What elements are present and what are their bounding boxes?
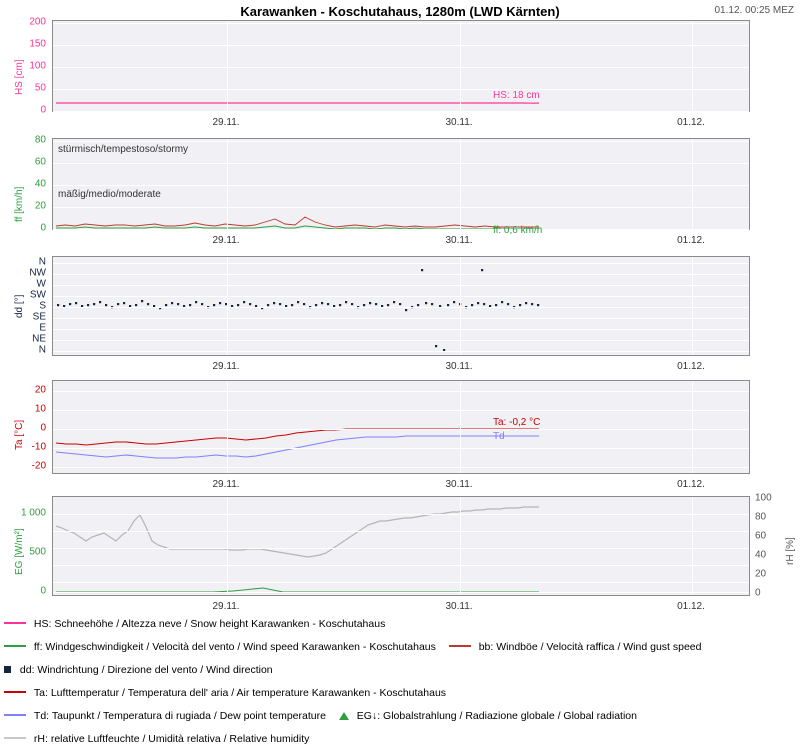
axis-label-hs: HS [cm] xyxy=(14,59,25,95)
ytick-dd-6: E xyxy=(39,322,46,334)
legend-swatch-rh xyxy=(4,737,26,739)
ytick-ff-80: 80 xyxy=(34,134,46,146)
ytick-hs-0: 0 xyxy=(40,104,46,116)
ytick-eg-500: 500 xyxy=(29,546,46,558)
plot-wind-direction xyxy=(52,256,750,356)
ytick-dd-3: SW xyxy=(29,289,46,301)
ytick-dd-5: SE xyxy=(32,311,46,323)
legend-item-td xyxy=(4,710,326,722)
annotation-td: Td xyxy=(493,431,505,442)
xtick-hs-1: 29.11. xyxy=(212,117,240,128)
ytick-rh-40: 40 xyxy=(755,549,767,561)
legend-row-ta xyxy=(4,687,456,699)
page-title: Karawanken - Koschutahaus, 1280m (LWD Kärnten) xyxy=(240,4,560,19)
legend-label-dd: dd: Windrichtung / Direzione del vento / Wind direction xyxy=(19,664,273,677)
legend-item-hs xyxy=(4,618,385,630)
legend-swatch-td xyxy=(4,714,26,716)
ytick-dd-1: NW xyxy=(29,267,46,279)
ytick-ff-60: 60 xyxy=(34,156,46,168)
xtick-eg-2: 30.11. xyxy=(445,601,473,612)
legend-swatch-eg xyxy=(339,712,349,720)
ytick-ta-0: 0 xyxy=(40,422,46,434)
xtick-dd-3: 01.12. xyxy=(677,361,705,372)
legend-row-wind xyxy=(4,641,712,653)
xtick-ta-1: 29.11. xyxy=(212,479,240,490)
xtick-ff-3: 01.12. xyxy=(677,235,705,246)
xtick-hs-3: 01.12. xyxy=(677,117,705,128)
xtick-dd-1: 29.11. xyxy=(212,361,240,372)
ytick-hs-200: 200 xyxy=(29,16,46,28)
ytick-rh-20: 20 xyxy=(755,568,767,580)
annotation-ff: ff: 0,6 km/h xyxy=(493,225,543,236)
plot-radiation-humidity xyxy=(52,496,750,596)
xtick-ta-2: 30.11. xyxy=(445,479,473,490)
legend-label-ta: Ta: Lufttemperatur / Temperatura dell' aria / Air temperature Karawanken - Koschutahaus xyxy=(33,687,447,700)
plot-snow-height xyxy=(52,20,750,112)
legend-label-ff: ff: Windgeschwindigkeit / Velocità del vento / Wind speed Karawanken - Koschutahaus xyxy=(33,641,436,654)
annotation-hs: HS: 18 cm xyxy=(493,90,540,101)
xtick-hs-2: 30.11. xyxy=(445,117,473,128)
axis-label-rh: rH [%] xyxy=(785,537,796,565)
ytick-dd-7: NE xyxy=(32,333,46,345)
ytick-eg-1000: 1 000 xyxy=(20,507,46,519)
ytick-dd-2: W xyxy=(36,278,46,290)
ytick-ff-40: 40 xyxy=(34,178,46,190)
legend-swatch-bb xyxy=(449,645,471,647)
ytick-ta-10: 10 xyxy=(34,403,46,415)
xtick-ff-1: 29.11. xyxy=(212,235,240,246)
ytick-dd-8: N xyxy=(38,344,46,356)
ytick-rh-80: 80 xyxy=(755,511,767,523)
legend-row-dd xyxy=(4,664,283,676)
legend-swatch-dd xyxy=(4,666,11,673)
plot-wind-speed xyxy=(52,138,750,236)
axis-label-eg: EG [W/m²] xyxy=(14,528,25,575)
ytick-hs-100: 100 xyxy=(29,60,46,72)
legend-label-td: Td: Taupunkt / Temperatura di rugiada / Dew point temperature xyxy=(33,710,326,723)
ytick-ff-0: 0 xyxy=(40,222,46,234)
ytick-ta-m20: -20 xyxy=(31,460,46,472)
axis-label-ta: Ta [°C] xyxy=(14,419,25,450)
label-moderate: mäßig/medio/moderate xyxy=(58,189,161,200)
xtick-dd-2: 30.11. xyxy=(445,361,473,372)
annotation-ta: Ta: -0,2 °C xyxy=(493,417,541,428)
ytick-dd-0: N xyxy=(38,256,46,268)
legend-swatch-ff xyxy=(4,645,26,647)
plot-temperature xyxy=(52,380,750,474)
legend-item-ff xyxy=(4,641,436,653)
legend-row-rh xyxy=(4,733,319,745)
legend-item-dd xyxy=(4,664,273,676)
xtick-ff-2: 30.11. xyxy=(445,235,473,246)
label-stormy: stürmisch/tempestoso/stormy xyxy=(58,144,189,155)
legend-row-hs xyxy=(4,618,395,630)
ytick-rh-60: 60 xyxy=(755,530,767,542)
legend-item-ta xyxy=(4,687,446,699)
ytick-rh-100: 100 xyxy=(755,492,772,504)
legend-label-hs: HS: Schneehöhe / Altezza neve / Snow height Karawanken - Koschutahaus xyxy=(33,618,386,631)
legend-row-td xyxy=(4,710,647,722)
timestamp: 01.12. 00:25 MEZ xyxy=(714,5,794,16)
ytick-hs-150: 150 xyxy=(29,38,46,50)
legend-swatch-hs xyxy=(4,622,26,624)
legend-label-bb: bb: Windböe / Velocità raffica / Wind gust speed xyxy=(478,641,702,654)
xtick-ta-3: 01.12. xyxy=(677,479,705,490)
series-temperature xyxy=(53,381,751,475)
axis-label-ff: ff [km/h] xyxy=(14,186,25,222)
ytick-ta-m10: -10 xyxy=(31,441,46,453)
ytick-eg-0: 0 xyxy=(40,585,46,597)
legend-item-rh xyxy=(4,733,309,745)
xtick-eg-1: 29.11. xyxy=(212,601,240,612)
legend-label-eg: EG↓: Globalstrahlung / Radiazione globale / Global radiation xyxy=(356,710,637,723)
ytick-ta-20: 20 xyxy=(34,384,46,396)
legend-swatch-ta xyxy=(4,691,26,693)
legend-item-bb xyxy=(449,641,702,653)
xtick-eg-3: 01.12. xyxy=(677,601,705,612)
legend-item-eg xyxy=(339,710,637,722)
legend-label-rh: rH: relative Luftfeuchte / Umidità relativa / Relative humidity xyxy=(33,733,310,746)
ytick-rh-0: 0 xyxy=(755,587,761,599)
ytick-hs-50: 50 xyxy=(34,82,46,94)
ytick-dd-4: S xyxy=(39,300,46,312)
ytick-ff-20: 20 xyxy=(34,200,46,212)
axis-label-dd: dd [°] xyxy=(14,294,25,318)
